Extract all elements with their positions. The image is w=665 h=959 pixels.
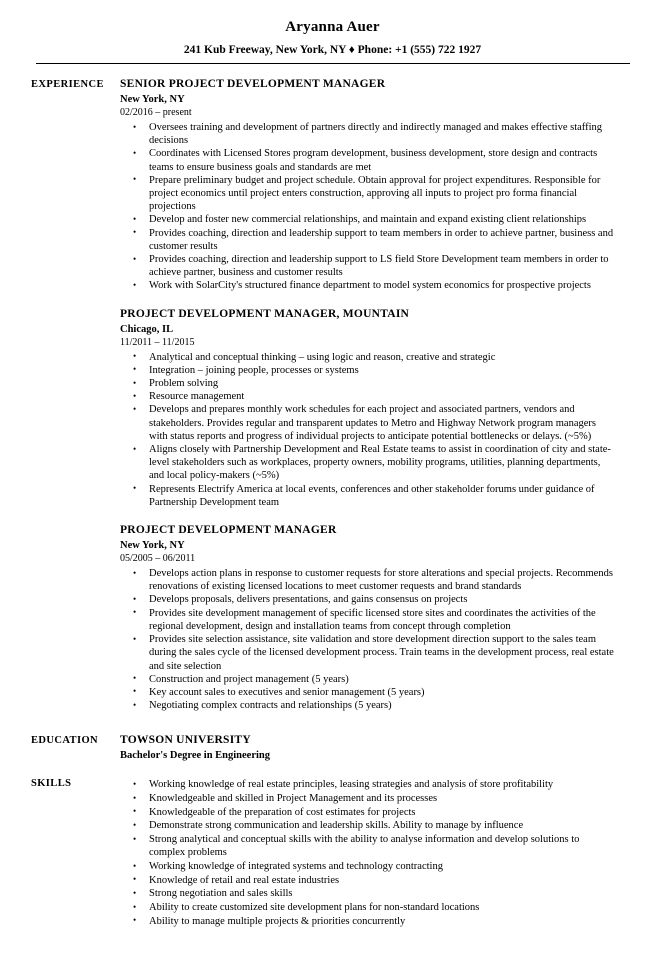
list-item: • Ability to create customized site development plans for non-standard locations <box>130 901 614 914</box>
job-dates: 02/2016 – present <box>120 107 192 118</box>
job-location: New York, NY <box>120 94 185 105</box>
job-title: SENIOR PROJECT DEVELOPMENT MANAGER <box>120 78 386 90</box>
list-item: • Problem solving <box>130 377 614 390</box>
job-bullet-list <box>120 567 614 712</box>
list-item: • Prepare preliminary budget and project schedule. Obtain approval for project expenditures. Responsible for project economics until project enters construction, approving all inputs to project pro forma financial projections <box>130 174 614 214</box>
list-item: • Strong negotiation and sales skills <box>130 887 614 900</box>
job-location: Chicago, IL <box>120 323 174 335</box>
list-item: • Demonstrate strong communication and leadership skills. Ability to manage by influence <box>130 819 614 832</box>
list-item: • Negotiating complex contracts and relationships (5 years) <box>130 699 614 712</box>
list-item: • Knowledgeable of the preparation of cost estimates for projects <box>130 806 614 819</box>
job-location: New York, NY <box>120 540 185 552</box>
section-education <box>0 733 665 762</box>
job-entry <box>120 77 614 293</box>
job-dates: 05/2005 – 06/2011 <box>120 553 196 565</box>
list-item: • Working knowledge of integrated systems and technology contracting <box>130 860 614 873</box>
list-item: • Key account sales to executives and senior management (5 years) <box>130 686 614 699</box>
list-item: • Provides coaching, direction and leadership support to LS field Store Development team members in order to achieve partner, business and customer results <box>130 253 614 279</box>
resume-header <box>0 0 665 64</box>
list-item: • Resource management <box>130 390 614 403</box>
list-item: • Strong analytical and conceptual skills with the ability to analyse information and develop solutions to complex problems <box>130 833 614 859</box>
list-item: • Ability to manage multiple projects & priorities concurrently <box>130 915 614 928</box>
skills-bullet-list <box>120 778 614 928</box>
job-bullet-list <box>120 121 614 293</box>
list-item: • Develop and foster new commercial relationships, and maintain and expand existing client relationships <box>130 213 614 226</box>
list-item: • Represents Electrify America at local events, conferences and other stakeholder forums under guidance of Partnership Development team <box>130 483 614 509</box>
list-item: • Integration – joining people, processes or systems <box>130 364 614 377</box>
list-item: • Develops action plans in response to customer requests for store alterations and special projects. Recommends renovations of existing licensed locations to meet customer requests and brand standards <box>130 567 614 593</box>
list-item: • Develops and prepares monthly work schedules for each project and associated partners, vendors and stakeholders. Provides regular and transparent updates to Metro and Highway Network program managers with status reports and progress of individual projects to anticipate potential bottlenecks or delays. (~5%) <box>130 403 614 443</box>
list-item: • Provides site development management of specific licensed store sites and coordinates the activities of the regional development, design and installation teams from concept through completion <box>130 607 614 633</box>
job-bullet-list <box>120 351 614 509</box>
section-label-skills: SKILLS <box>31 778 72 790</box>
job-entry <box>120 523 614 712</box>
list-item: • Knowledge of retail and real estate industries <box>130 874 614 887</box>
experience-entries <box>120 77 632 712</box>
list-item: • Construction and project management (5 years) <box>130 673 614 686</box>
list-item: • Analytical and conceptual thinking – using logic and reason, creative and strategic <box>130 351 614 364</box>
list-item: • Develops proposals, delivers presentations, and gains consensus on projects <box>130 593 614 606</box>
job-dates: 11/2011 – 11/2015 <box>120 336 195 348</box>
list-item: • Working knowledge of real estate principles, leasing strategies and analysis of store profitability <box>130 778 614 791</box>
list-item: • Coordinates with Licensed Stores program development, business development, store design and contracts teams to ensure business goals and standards are met <box>130 147 614 173</box>
section-skills <box>0 776 665 928</box>
list-item: • Provides site selection assistance, site validation and store development direction support to the sales team during the sales cycle of the licensed development process. Train teams in the development process, real estate and site selection <box>130 633 614 673</box>
list-item: • Provides coaching, direction and leadership support to team members in order to achieve partner, business and customer results <box>130 227 614 253</box>
job-title: PROJECT DEVELOPMENT MANAGER <box>120 524 337 537</box>
education-entries <box>120 733 632 762</box>
resume-sections <box>0 77 665 928</box>
section-experience <box>0 77 665 712</box>
list-item: • Oversees training and development of partners directly and indirectly managed and makes effective staffing decisions <box>130 121 614 147</box>
header-divider <box>36 63 630 64</box>
section-label-education: EDUCATION <box>31 735 98 747</box>
list-item: • Aligns closely with Partnership Development and Real Estate teams to assist in coordination of city and state-level stakeholders such as workplaces, property owners, mobility programs, utilities, planning departments, and local policy-makers (~5%) <box>130 443 614 483</box>
education-school: TOWSON UNIVERSITY <box>120 734 251 747</box>
list-item: • Work with SolarCity's structured finance department to model system economics for prospective projects <box>130 279 614 292</box>
education-degree: Bachelor's Degree in Engineering <box>120 750 270 762</box>
candidate-contact-line: 241 Kub Freeway, New York, NY ♦ Phone: +1 (555) 722 1927 <box>183 44 482 56</box>
candidate-name: Aryanna Auer <box>285 19 380 35</box>
job-entry <box>120 307 614 509</box>
section-label-experience: EXPERIENCE <box>31 79 104 90</box>
skills-entries <box>120 776 632 928</box>
job-title: PROJECT DEVELOPMENT MANAGER, MOUNTAIN <box>120 307 410 320</box>
list-item: • Knowledgeable and skilled in Project Management and its processes <box>130 792 614 805</box>
